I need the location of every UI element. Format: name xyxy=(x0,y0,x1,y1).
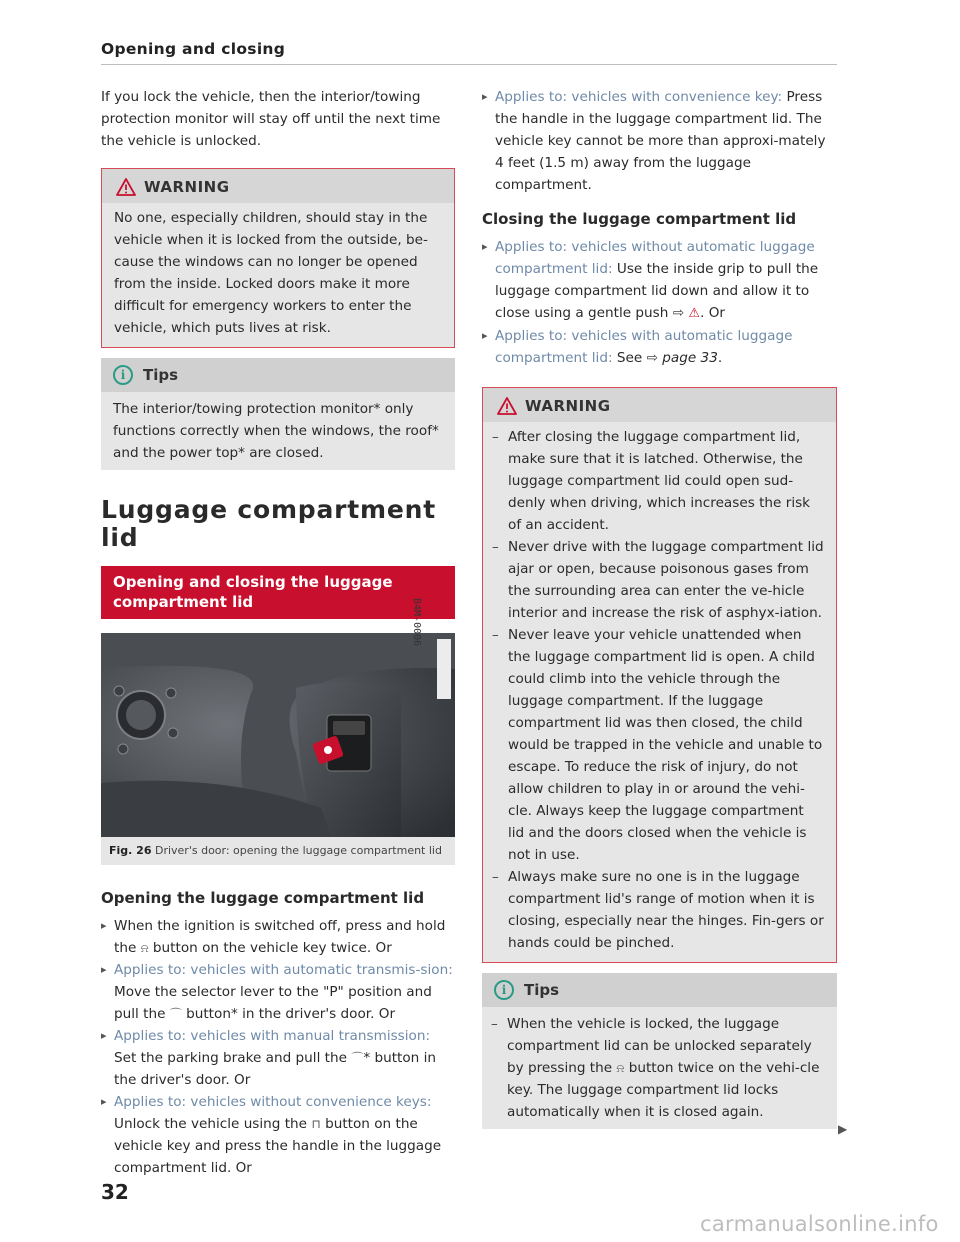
figure-26 xyxy=(101,633,455,865)
left-column xyxy=(101,86,455,1179)
trunk-release-icon: ⌒ xyxy=(169,1007,182,1021)
list-item: ▸ Applies to: vehicles with manual transmission: Set the parking brake and pull the ⌒* button in the driver's door. Or xyxy=(101,1025,455,1091)
tips-list xyxy=(482,1013,825,1123)
tips-box-left xyxy=(101,358,455,470)
warning-label: WARNING xyxy=(525,396,611,415)
list-item: ▸ Applies to: vehicles with automatic transmis-sion: Move the selector lever to the "P" position and pull the ⌒ button* in the driver's door. Or xyxy=(101,959,455,1025)
page-number: 32 xyxy=(101,1180,129,1204)
figure-code: B4M-0006 xyxy=(411,598,422,647)
opening-list-cont xyxy=(482,86,837,196)
key-trunk-icon: ⍾ xyxy=(616,1061,625,1075)
reference-arrow-icon: ⇨ xyxy=(672,305,685,321)
page-header-title: Opening and closing xyxy=(101,40,286,58)
warning-box-left xyxy=(101,168,455,348)
watermark: carmanualsonline.info xyxy=(700,1212,939,1236)
intro-paragraph: If you lock the vehicle, then the interior/towing protection monitor will stay off until the next time the vehicle is unlocked. xyxy=(101,89,441,149)
list-item: ▸ Applies to: vehicles with automatic luggage compartment lid: See ⇨ page 33. xyxy=(482,325,837,369)
unlock-icon: ⊓ xyxy=(311,1117,321,1131)
warning-body xyxy=(483,422,836,962)
warning-item: – Never leave your vehicle unattended when the luggage compartment lid is open. A child could climb into the vehicle through the luggage compartment. If the luggage compartment lid was then closed, the child would be trapped in the vehicle and unable to escape. To reduce the risk of injury, do not allow children to play in or around the vehi-cle. Always keep the luggage compartment lid and the doors closed when the vehicle is not in use. xyxy=(483,624,824,866)
page-reference-link[interactable]: page 33 xyxy=(662,350,718,366)
figure-caption-text: Driver's door: opening the luggage compartment lid xyxy=(154,844,442,857)
tips-text: The interior/towing protection monitor* only functions correctly when the windows, the roof* and the power top* are closed. xyxy=(113,401,439,461)
continue-arrow-icon: ▶ xyxy=(838,1122,848,1136)
tips-header xyxy=(482,973,837,1007)
info-icon: i xyxy=(494,980,514,1000)
warning-triangle-icon xyxy=(116,178,136,196)
opening-list xyxy=(101,915,455,1179)
figure-caption xyxy=(101,837,455,865)
warning-item: – After closing the luggage compartment lid, make sure that it is latched. Otherwise, the luggage compartment lid could open sud-denly when driving, which increases the risk of an accident. xyxy=(483,426,824,536)
trunk-release-icon: ⌒ xyxy=(351,1051,364,1065)
tips-label: Tips xyxy=(143,366,179,384)
key-trunk-icon: ⍾ xyxy=(140,941,149,955)
tips-body xyxy=(482,1007,837,1129)
closing-list xyxy=(482,236,837,369)
tips-label: Tips xyxy=(524,981,560,999)
right-column xyxy=(482,86,837,1129)
warning-label: WARNING xyxy=(144,177,230,196)
closing-heading: Closing the luggage compartment lid xyxy=(482,210,797,228)
warning-inline-icon: ⚠ xyxy=(688,306,701,321)
list-item: ▸ Applies to: vehicles without automatic luggage compartment lid: Use the inside grip to pull the luggage compartment lid down and allow it to close using a gentle push ⇨ ⚠. Or xyxy=(482,236,837,325)
warning-item: – Never drive with the luggage compartment lid ajar or open, because poisonous gases from the surrounding area can enter the ve-hicle interior and increase the risk of asphyx-iation. xyxy=(483,536,824,624)
warning-item: – Always make sure no one is in the luggage compartment lid's range of motion when it is closing, especially near the hinges. Fin-gers or hands could be pinched. xyxy=(483,866,824,954)
list-item: ▸ Applies to: vehicles without convenience keys: Unlock the vehicle using the ⊓ button on the vehicle key and press the handle in the luggage compartment lid. Or xyxy=(101,1091,455,1179)
tips-box-right xyxy=(482,973,837,1129)
door-photo xyxy=(101,633,455,837)
header-rule xyxy=(101,64,837,65)
section-title: Luggage compartment lid xyxy=(101,495,436,552)
list-item: ▸ Applies to: vehicles with convenience key: Press the handle in the luggage compartment lid. The vehicle key cannot be more than approxi-mately 4 feet (1.5 m) away from the luggage compartment. xyxy=(482,86,837,196)
tips-header xyxy=(101,358,455,392)
warning-header xyxy=(102,169,454,203)
reference-arrow-icon: ⇨ xyxy=(646,350,658,366)
opening-heading: Opening the luggage compartment lid xyxy=(101,889,425,907)
tips-item: – When the vehicle is locked, the luggage compartment lid can be unlocked separately by pressing the ⍾ button twice on the vehi-cle key. The luggage compartment lid locks automatically when it is closed again. xyxy=(482,1013,825,1123)
warning-triangle-icon xyxy=(497,397,517,415)
warning-header xyxy=(483,388,836,422)
section-banner: Opening and closing the luggage compartment lid xyxy=(101,566,455,619)
warning-text: No one, especially children, should stay in the vehicle when it is locked from the outside, be-cause the windows can no longer be opened from the inside. Locked doors make it more difficult for emergency workers to enter the vehicle, which puts lives at risk. xyxy=(114,210,428,336)
warning-list xyxy=(483,426,824,954)
figure-label: Fig. 26 xyxy=(109,844,152,857)
list-item: ▸ When the ignition is switched off, press and hold the ⍾ button on the vehicle key twice. Or xyxy=(101,915,455,959)
info-icon: i xyxy=(113,365,133,385)
warning-box-right xyxy=(482,387,837,963)
